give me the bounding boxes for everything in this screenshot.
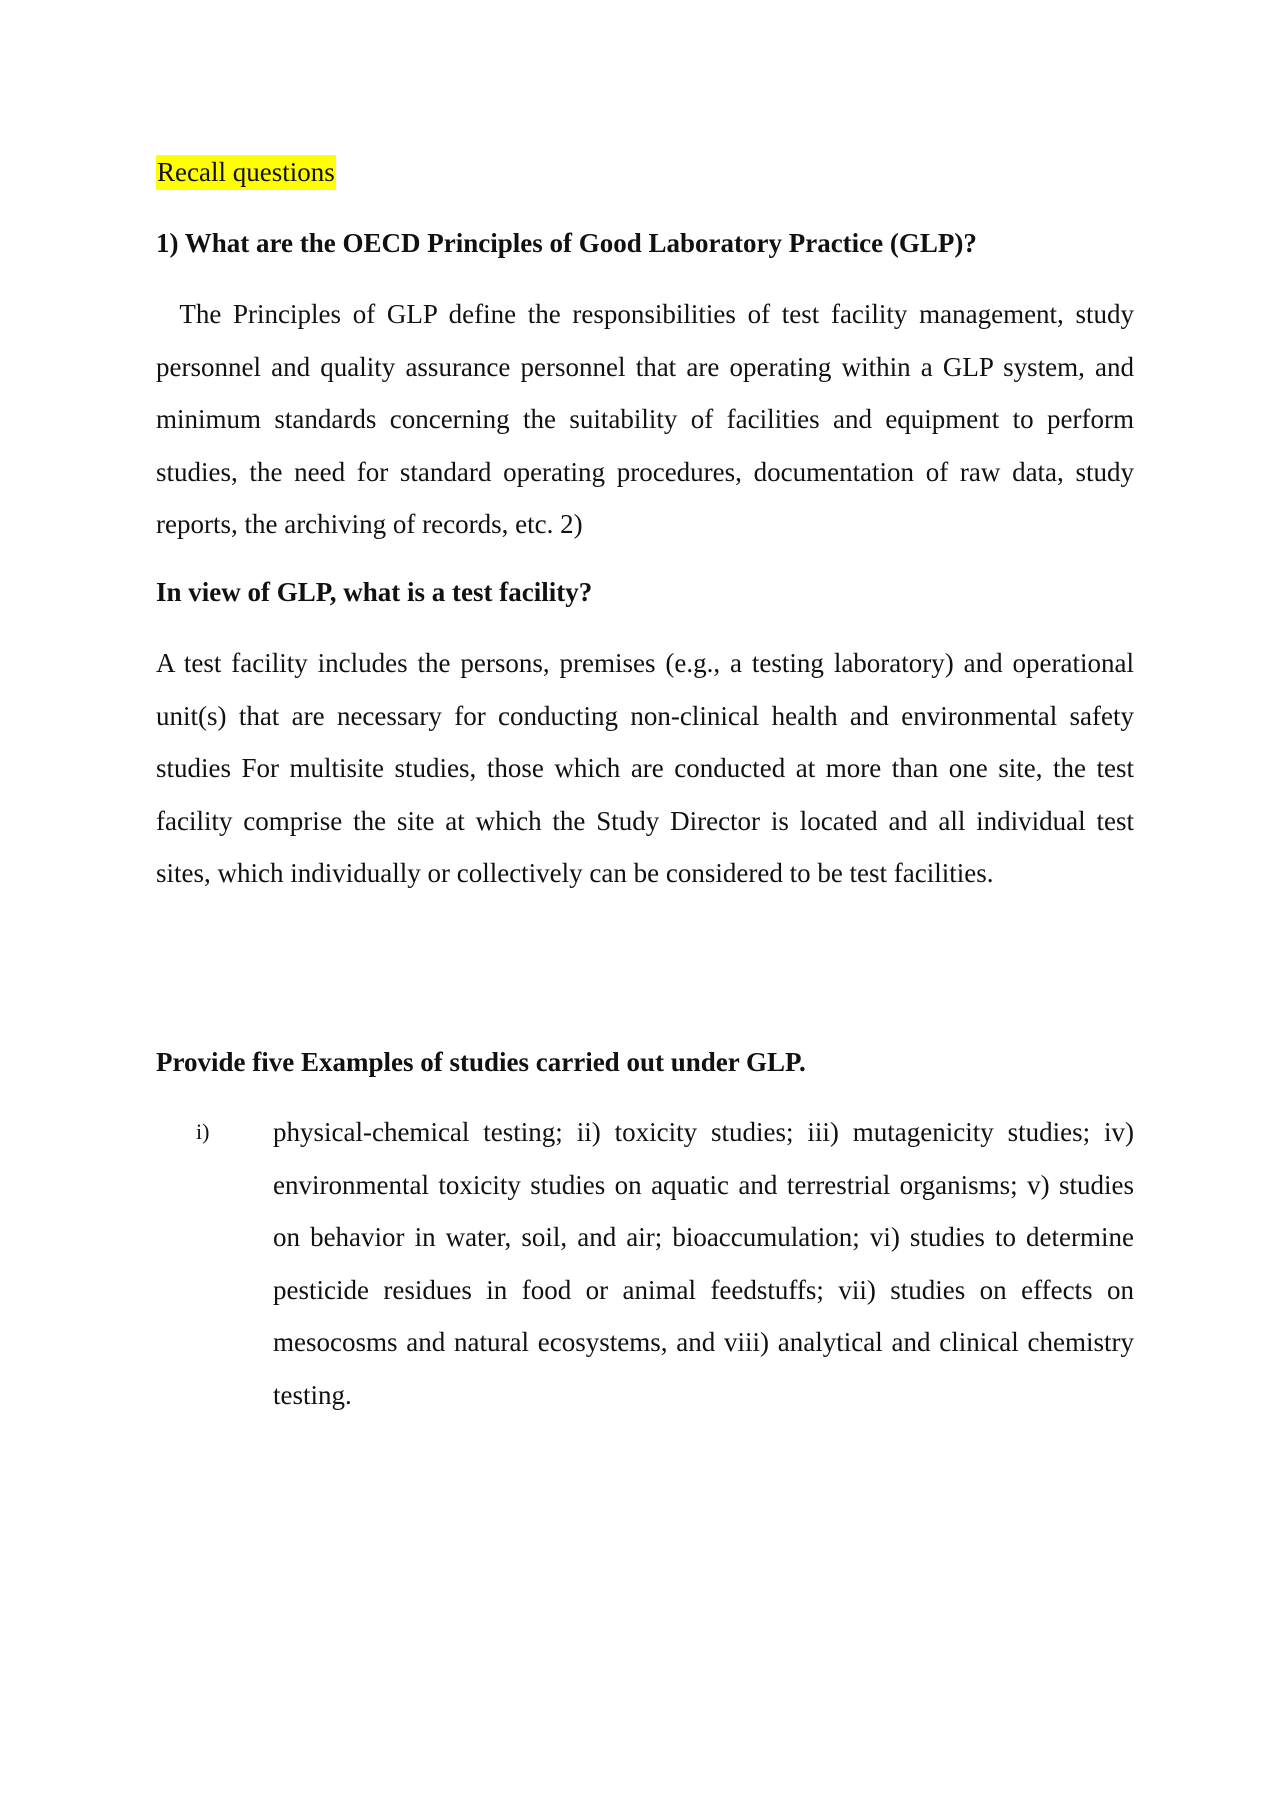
section-title-highlighted: Recall questions [156, 155, 336, 190]
question-3-heading: Provide five Examples of studies carried out under GLP. [156, 1047, 806, 1077]
question-2-heading: In view of GLP, what is a test facility? [156, 577, 593, 607]
question-1-answer: The Principles of GLP define the responsibilities of test facility management, study personnel and quality assurance personnel that are operating within a GLP system, and minimum standards concerning the suitability of facilities and equipment to perform studies, the need for standard operating procedures, documentation of raw data, study reports, the archiving of records, etc. 2) [156, 299, 1134, 539]
list-item-text: physical-chemical testing; ii) toxicity studies; iii) mutagenicity studies; iv) environmental toxicity studies on aquatic and terrestrial organisms; v) studies on behavior in water, soil, and air; bioaccumulation; vi) studies to determine pesticide residues in food or animal feedstuffs; vii) studies on effects on mesocosms and natural ecosystems, and viii) analytical and clinical chemistry testing. [273, 1117, 1134, 1410]
question-1-heading: 1) What are the OECD Principles of Good Laboratory Practice (GLP)? [156, 228, 977, 258]
question-2-answer: A test facility includes the persons, premises (e.g., a testing laboratory) and operational unit(s) that are necessary for conducting non-clinical health and environmental safety studies For multisite studies, those which are conducted at more than one site, the test facility comprise the site at which the Study Director is located and all individual test sites, which individually or collectively can be considered to be test facilities. [156, 648, 1134, 888]
list-marker: i) [196, 1119, 210, 1144]
